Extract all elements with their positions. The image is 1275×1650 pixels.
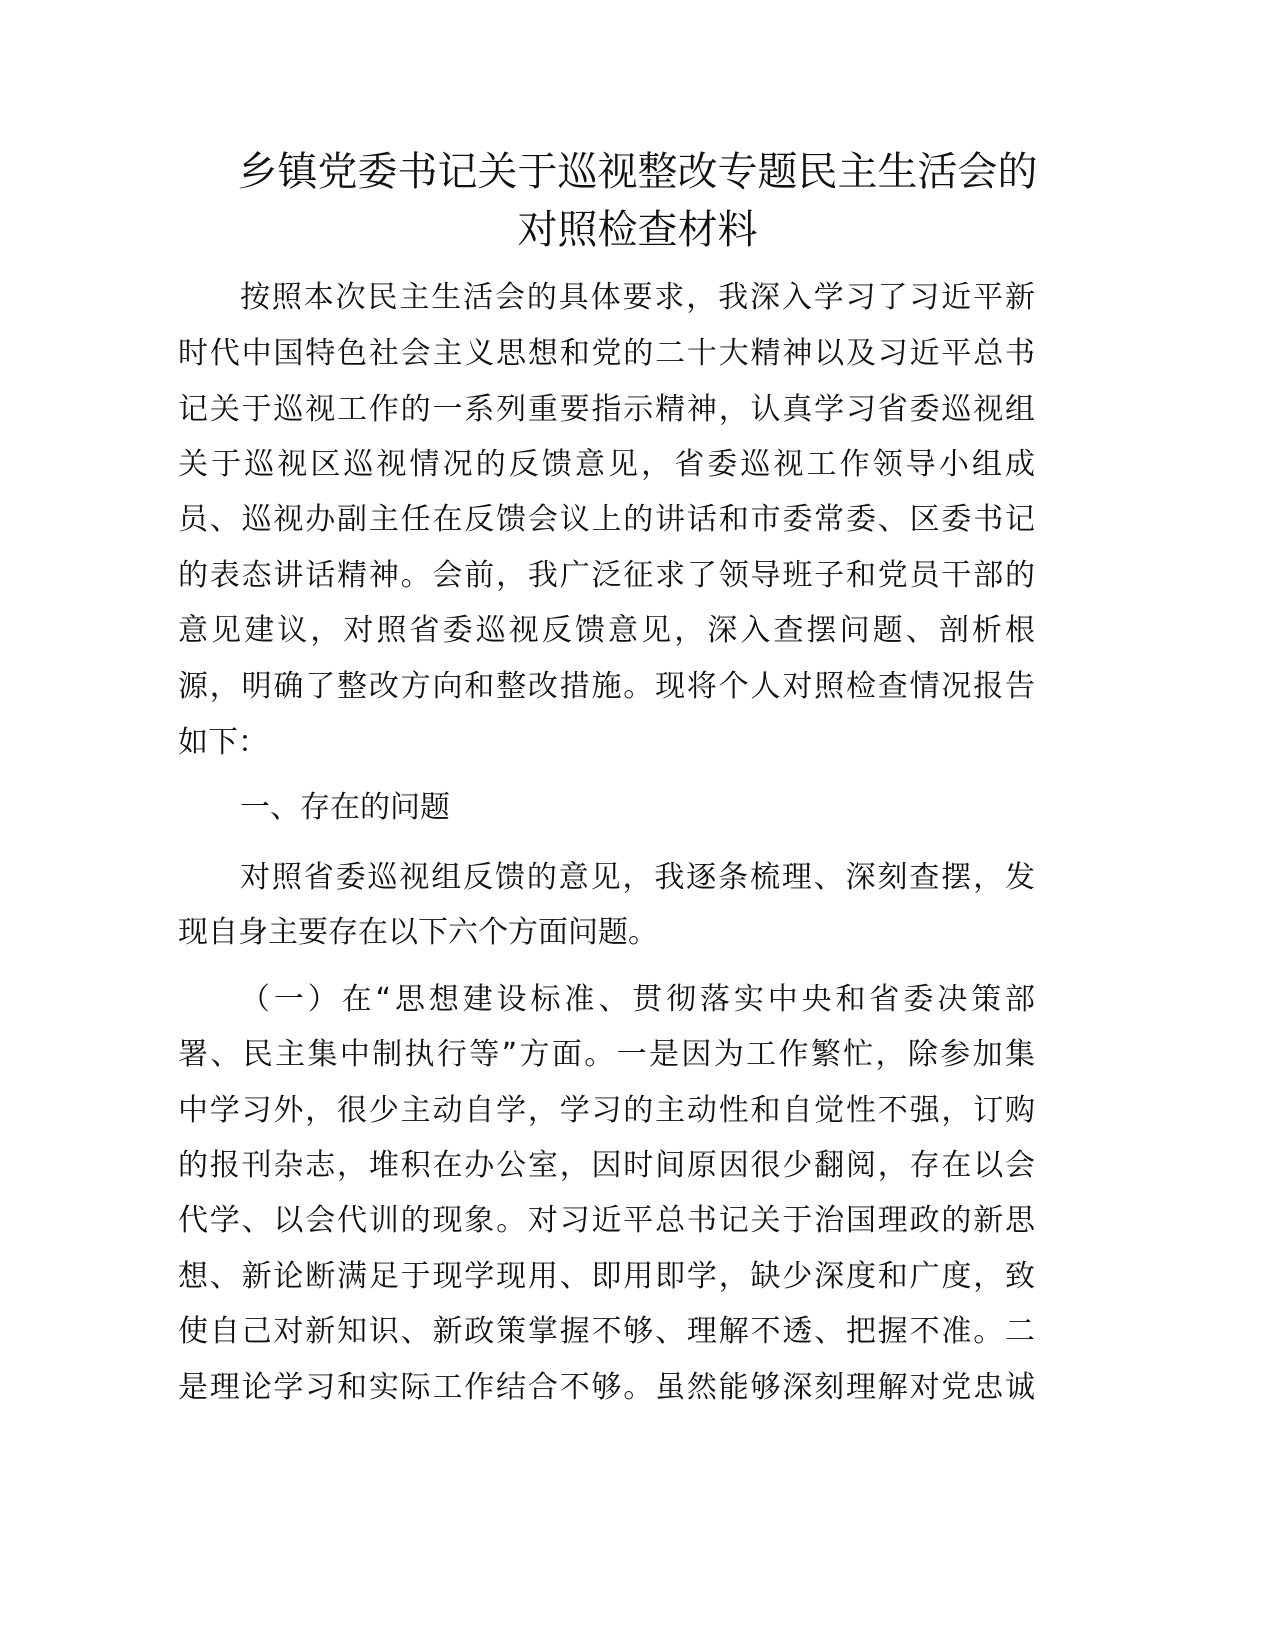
paragraph-line: 现自身主要存在以下六个方面问题。 [178,915,658,950]
paragraph-line: 时代中国特色社会主义思想和党的二十大精神以及习近平总书 [178,336,1035,371]
paragraph-line: 对照省委巡视组反馈的意见，我逐条梳理、深刻查摆，发 [240,860,1035,895]
paragraph-line: 使自己对新知识、新政策掌握不够、理解不透、把握不准。二 [178,1314,1035,1349]
document-title-line-1: 乡镇党委书记关于巡视整改专题民主生活会的 [237,149,1038,195]
paragraph-line: 源，明确了整改方向和整改措施。现将个人对照检查情况报告 [178,669,1035,704]
paragraph-line: 署、民主集中制执行等”方面。一是因为工作繁忙，除参加集 [178,1037,1035,1072]
document-title-line-2: 对照检查材料 [517,207,758,253]
paragraph-line: 按照本次民主生活会的具体要求，我深入学习了习近平新 [240,280,1035,315]
paragraph-line: 代学、以会代训的现象。对习近平总书记关于治国理政的新思 [178,1203,1035,1238]
paragraph-line: 想、新论断满足于现学现用、即用即学，缺少深度和广度，致 [178,1259,1035,1294]
paragraph-line: 是理论学习和实际工作结合不够。虽然能够深刻理解对党忠诚 [178,1370,1035,1405]
paragraph-line: （一）在“思想建设标准、贯彻落实中央和省委决策部 [240,982,1035,1017]
paragraph-line: 员、巡视办副主任在反馈会议上的讲话和市委常委、区委书记 [178,502,1035,537]
paragraph-line: 中学习外，很少主动自学，学习的主动性和自觉性不强，订购 [178,1093,1035,1128]
paragraph-line: 关于巡视区巡视情况的反馈意见，省委巡视工作领导小组成 [178,447,1035,482]
paragraph-line: 的报刊杂志，堆积在办公室，因时间原因很少翻阅，存在以会 [178,1148,1035,1183]
paragraph-line: 记关于巡视工作的一系列重要指示精神，认真学习省委巡视组 [178,392,1035,427]
section-heading: 一、存在的问题 [240,790,450,825]
paragraph-line: 意见建议，对照省委巡视反馈意见，深入查摆问题、剖析根 [178,613,1035,648]
paragraph-line: 如下： [178,725,268,760]
paragraph-line: 的表态讲话精神。会前，我广泛征求了领导班子和党员干部的 [178,558,1035,593]
